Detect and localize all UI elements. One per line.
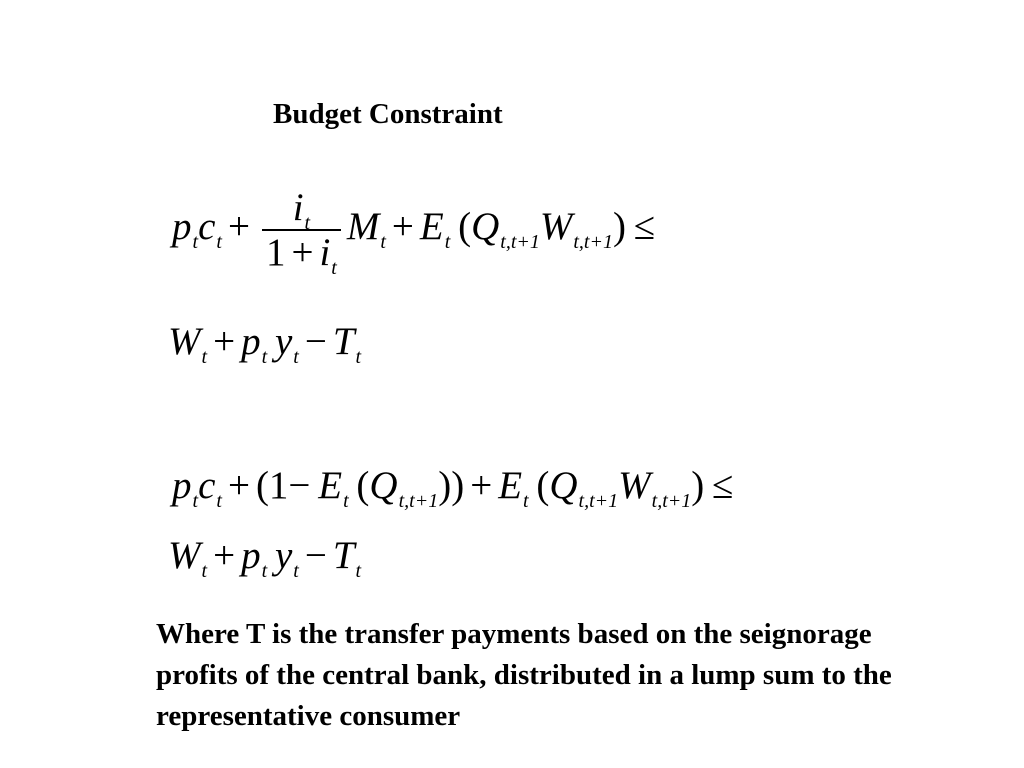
budget-equation-1-line-1: $p_tc_t$ + $\frac{i_t}{1 + i_t}$ $M_t + E_t$ $(Q_{t,t+1}W_{t,t+1})$ ≤ — [172, 186, 656, 279]
budget-equation-2-line-1: $p_tc_t + (1- E_t$ $(Q_{t,t+1})) + E_t$ $(Q_{t,t+1}W_{t,t+1})$ ≤ — [172, 464, 734, 512]
interest-fraction: $\frac{i_t}{1 + i_t}$ — [262, 188, 341, 272]
budget-equation-1-line-2: $W_t + p_t$ $y_t - T_t$ — [168, 320, 362, 368]
slide-title: Budget Constraint — [273, 98, 503, 130]
explanation-text: Where T is the transfer payments based on the seignorage profits of the central bank, distributed in a lump sum to the representative consumer — [156, 618, 892, 732]
budget-equation-2-line-2: $W_t + p_t$ $y_t - T_t$ — [168, 534, 362, 582]
